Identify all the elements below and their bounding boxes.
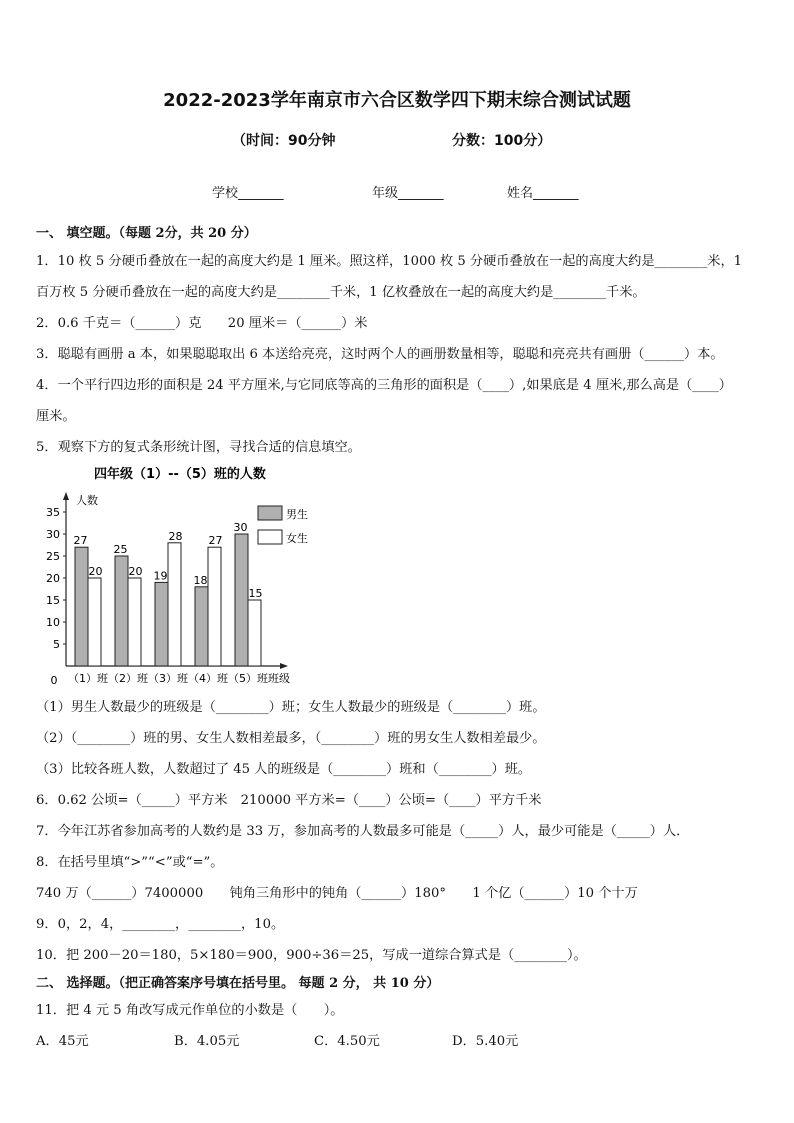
y-tick-label: 20 — [46, 572, 60, 585]
bar-boys — [195, 587, 208, 666]
y-tick-label: 10 — [46, 616, 60, 629]
question-line: 百万枚 5 分硬币叠放在一起的高度大约是________千米，1 亿枚叠放在一起的高度大约是________千米。 — [36, 285, 646, 300]
q5-part: （1）男生人数最少的班级是（________）班；女生人数最少的班级是（________）班。 — [36, 700, 546, 715]
question-line: 4．一个平行四边形的面积是 24 平方厘米,与它同底等高的三角形的面积是（____）,如果底是 4 厘米,那么高是（____） — [36, 378, 732, 393]
name-field: 姓名_______ — [507, 186, 579, 201]
question-line: 5．观察下方的复式条形统计图，寻找合适的信息填空。 — [36, 440, 361, 455]
q5-part: （2）（________）班的男、女生人数相差最多，（________）班的男女生人数相差最少。 — [36, 731, 546, 746]
option-c: C．4.50元 — [314, 1034, 380, 1049]
bar-data-label: 15 — [248, 587, 263, 600]
y-tick-label: 5 — [53, 638, 60, 651]
bar-boys — [155, 582, 168, 666]
y-tick-label: 25 — [46, 550, 60, 563]
question-line: 6．0.62 公顷=（_____）平方米 210000 平方米=（____）公顷=（____）平方千米 — [36, 793, 542, 808]
x-tick-label: （2）班 — [108, 672, 148, 685]
question-line: 1．10 枚 5 分硬币叠放在一起的高度大约是 1 厘米。照这样，1000 枚 5 分硬币叠放在一起的高度大约是________米，1 — [36, 254, 743, 269]
exam-time: （时间：90分钟 — [232, 133, 336, 149]
bar-data-label: 27 — [208, 534, 223, 548]
option-b: B．4.05元 — [174, 1034, 240, 1049]
bar-girls — [208, 547, 221, 666]
y-tick-label: 30 — [46, 528, 60, 541]
bar-data-label: 18 — [193, 573, 208, 587]
bar-data-label: 30 — [233, 521, 248, 534]
question-line: 740 万（______）7400000 钝角三角形中的钝角（______）180° 1 个亿（______）10 个十万 — [36, 886, 638, 901]
bar-data-label: 25 — [113, 543, 128, 556]
bar-data-label: 28 — [168, 529, 183, 543]
option-d: D．5.40元 — [452, 1034, 519, 1049]
question-line: 厘米。 — [36, 409, 76, 424]
chart-title: 四年级（1）--（5）班的人数 — [94, 467, 266, 482]
bar-girls — [168, 543, 181, 666]
y-axis-label: 人数 — [76, 494, 98, 507]
question-line: 8．在括号里填“>”“<”或“=”。 — [36, 855, 224, 870]
bar-girls — [248, 600, 261, 666]
grade-field: 年级_______ — [372, 186, 444, 201]
x-tick-label: （4）班 — [188, 672, 228, 685]
y-tick-label: 35 — [46, 506, 60, 519]
x-tick-label: （3）班 — [148, 672, 188, 685]
legend-label: 女生 — [286, 532, 308, 545]
q5-part: （3）比较各班人数，人数超过了 45 人的班级是（________）班和（________）班。 — [36, 762, 532, 777]
x-axis-label: 班级 — [268, 672, 290, 685]
school-field: 学校_______ — [212, 186, 284, 201]
bar-girls — [128, 578, 141, 666]
question-line: 3．聪聪有画册 a 本，如果聪聪取出 6 本送给亮亮，这时两个人的画册数量相等，聪聪和亮亮共有画册（______）本。 — [36, 347, 724, 362]
bar-boys — [235, 534, 248, 666]
y-tick-label: 15 — [46, 594, 60, 607]
bar-boys — [75, 547, 88, 666]
section1-heading: 一、 填空题。（每题 2分，共 20 分） — [36, 226, 257, 241]
origin-label: 0 — [50, 674, 58, 687]
option-a: A．45元 — [36, 1034, 89, 1049]
bar-chart — [40, 458, 320, 690]
bar-data-label: 20 — [88, 565, 103, 578]
question-line: 10．把 200－20＝180，5×180＝900，900÷36＝25，写成一道综合算式是（________）。 — [36, 948, 587, 963]
x-axis-arrow — [280, 663, 288, 669]
x-tick-label: （5）班 — [228, 672, 268, 685]
question-line: 7．今年江苏省参加高考的人数约是 33 万，参加高考的人数最多可能是（_____）人，最少可能是（_____）人． — [36, 824, 690, 839]
section2-heading: 二、 选择题。（把正确答案序号填在括号里。 每题 2 分， 共 10 分） — [36, 976, 440, 991]
bar-data-label: 19 — [153, 569, 168, 583]
y-axis-arrow — [63, 492, 69, 500]
question-line: 2．0.6 千克＝（______）克 20 厘米＝（______）米 — [36, 316, 368, 331]
exam-score: 分数：100分） — [452, 133, 552, 149]
legend-swatch — [258, 506, 282, 520]
question-line: 11．把 4 元 5 角改写成元作单位的小数是（ ）。 — [36, 1003, 344, 1018]
x-tick-label: （1）班 — [68, 672, 108, 685]
legend-label: 男生 — [286, 508, 308, 521]
page-title: 2022-2023学年南京市六合区数学四下期末综合测试试题 — [163, 90, 631, 111]
bar-girls — [88, 578, 101, 666]
question-line: 9．0，2，4，________，________，10。 — [36, 917, 285, 932]
legend-swatch — [258, 530, 282, 544]
bar-boys — [115, 556, 128, 666]
bar-data-label: 20 — [128, 565, 143, 578]
bar-data-label: 27 — [73, 534, 88, 548]
